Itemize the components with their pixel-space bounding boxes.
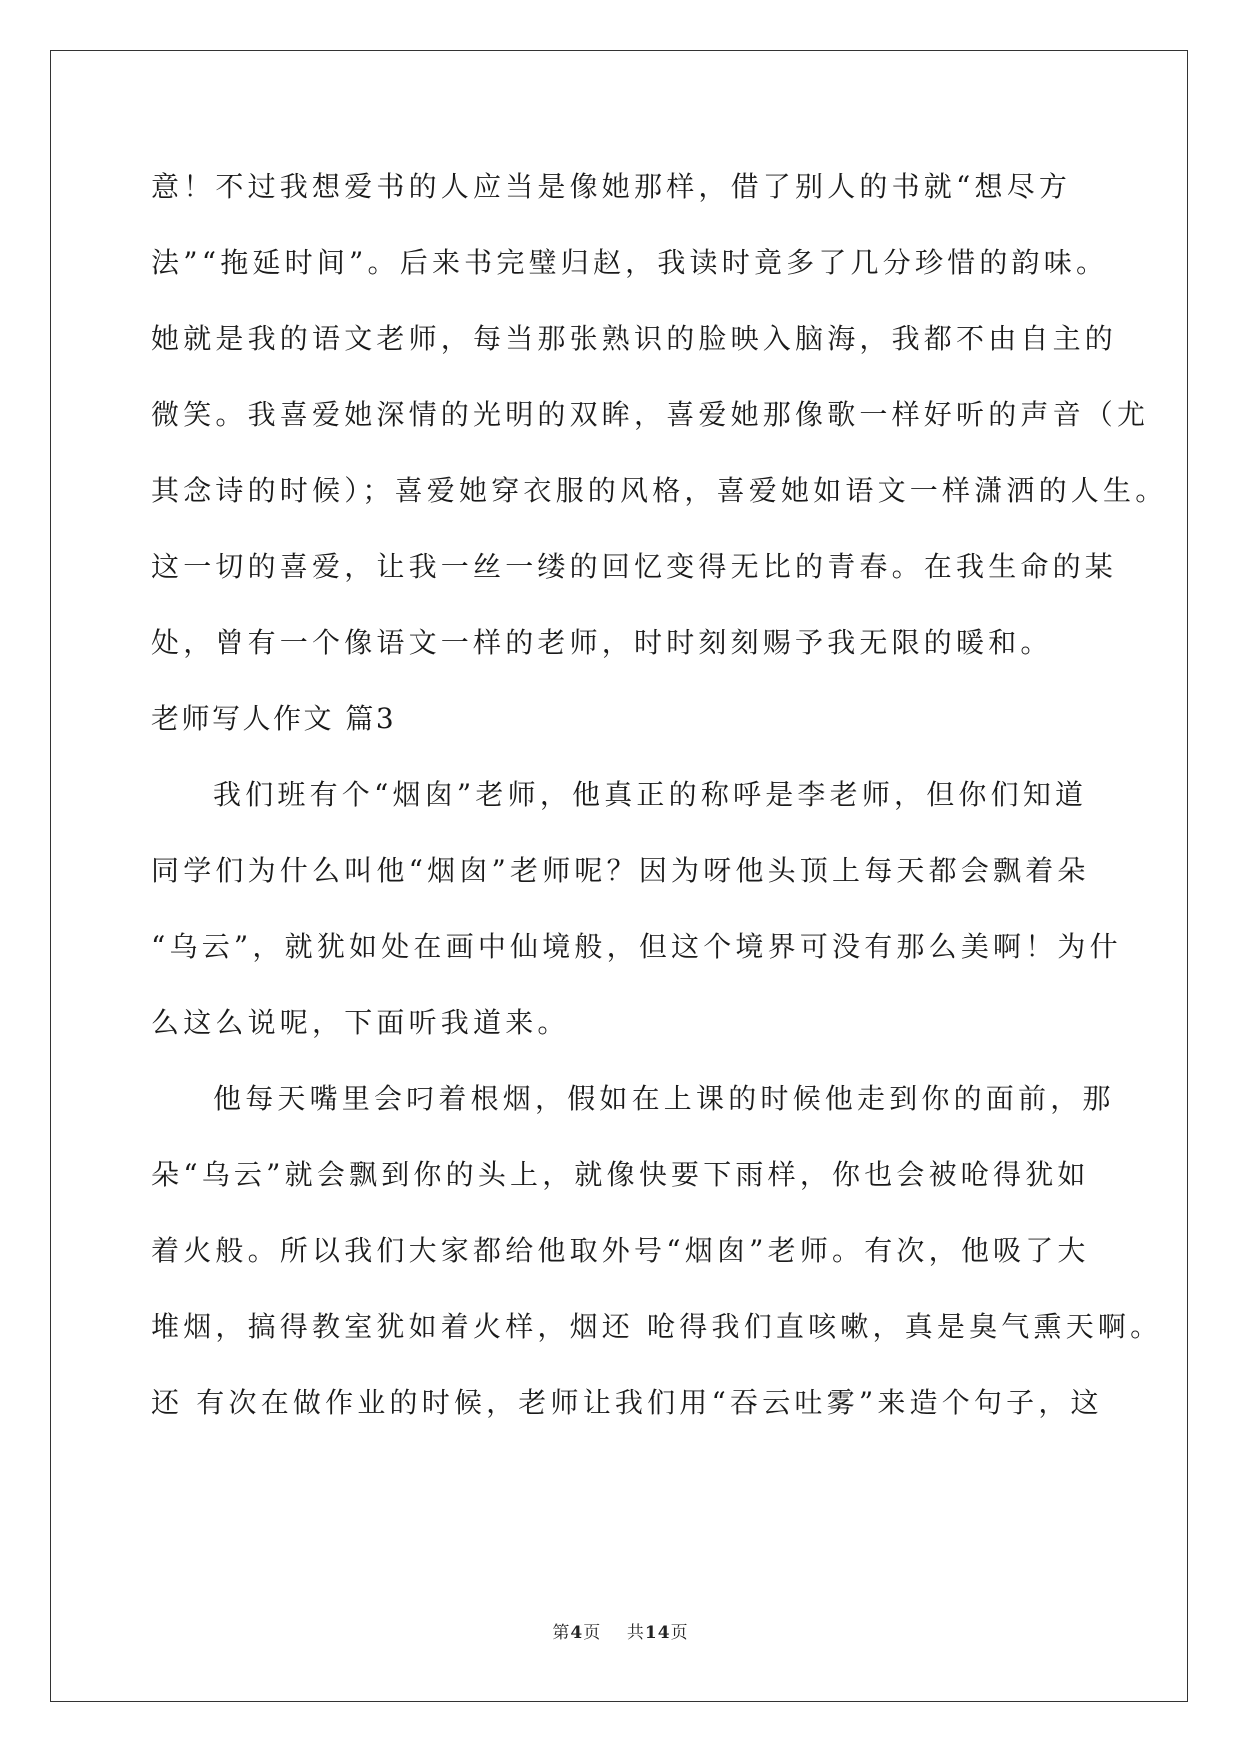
paragraph-2-line-3: 着火般。所以我们大家都给他取外号“烟囱”老师。有次，他吸了大 [151,1234,1090,1267]
page-footer [0,1618,1241,1643]
total-unit: 页 [670,1623,689,1643]
paragraph-1-line-1: 我们班有个“烟囱”老师，他真正的称呼是李老师，但你们知道 [213,778,1088,811]
text-line-3: 她就是我的语文老师，每当那张熟识的脸映入脑海，我都不由自主的 [151,322,1118,355]
paragraph-2-line-1: 他每天嘴里会叼着根烟，假如在上课的时候他走到你的面前，那 [213,1082,1115,1115]
paragraph-1-line-2: 同学们为什么叫他“烟囱”老师呢？因为呀他头顶上每天都会飘着朵 [151,854,1090,887]
section-heading: 老师写人作文 篇3 [151,702,397,735]
total-pages: 14 [644,1623,671,1643]
document-body [151,162,1168,1454]
page-number: 4 [570,1623,584,1643]
text-line-6: 这一切的喜爱，让我一丝一缕的回忆变得无比的青春。在我生命的某 [151,550,1118,583]
paragraph-1-line-4: 么这么说呢，下面听我道来。 [151,1006,570,1039]
text-line-4: 微笑。我喜爱她深情的光明的双眸，喜爱她那像歌一样好听的声音（尤 [151,398,1150,431]
text-line-1: 意！不过我想爱书的人应当是像她那样，借了别人的书就“想尽方 [151,170,1072,203]
text-line-5: 其念诗的时候）；喜爱她穿衣服的风格，喜爱她如语文一样潇洒的人生。 [151,474,1168,507]
text-line-2: 法”“拖延时间”。后来书完璧归赵，我读时竟多了几分珍惜的韵味。 [151,246,1109,279]
text-line-7: 处，曾有一个像语文一样的老师，时时刻刻赐予我无限的暖和。 [151,626,1053,659]
paragraph-1-line-3: “乌云”，就犹如处在画中仙境般，但这个境界可没有那么美啊！为什 [151,930,1122,963]
page-unit: 页 [583,1623,602,1643]
page-prefix: 第 [552,1623,571,1643]
paragraph-2-line-4: 堆烟，搞得教室犹如着火样，烟还 呛得我们直咳嗽，真是臭气熏天啊。 [151,1310,1163,1343]
paragraph-2-line-2: 朵“乌云”就会飘到你的头上，就像快要下雨样，你也会被呛得犹如 [151,1158,1090,1191]
paragraph-2-line-5: 还 有次在做作业的时候，老师让我们用“吞云吐雾”来造个句子，这 [151,1386,1103,1419]
total-prefix: 共 [626,1623,645,1643]
